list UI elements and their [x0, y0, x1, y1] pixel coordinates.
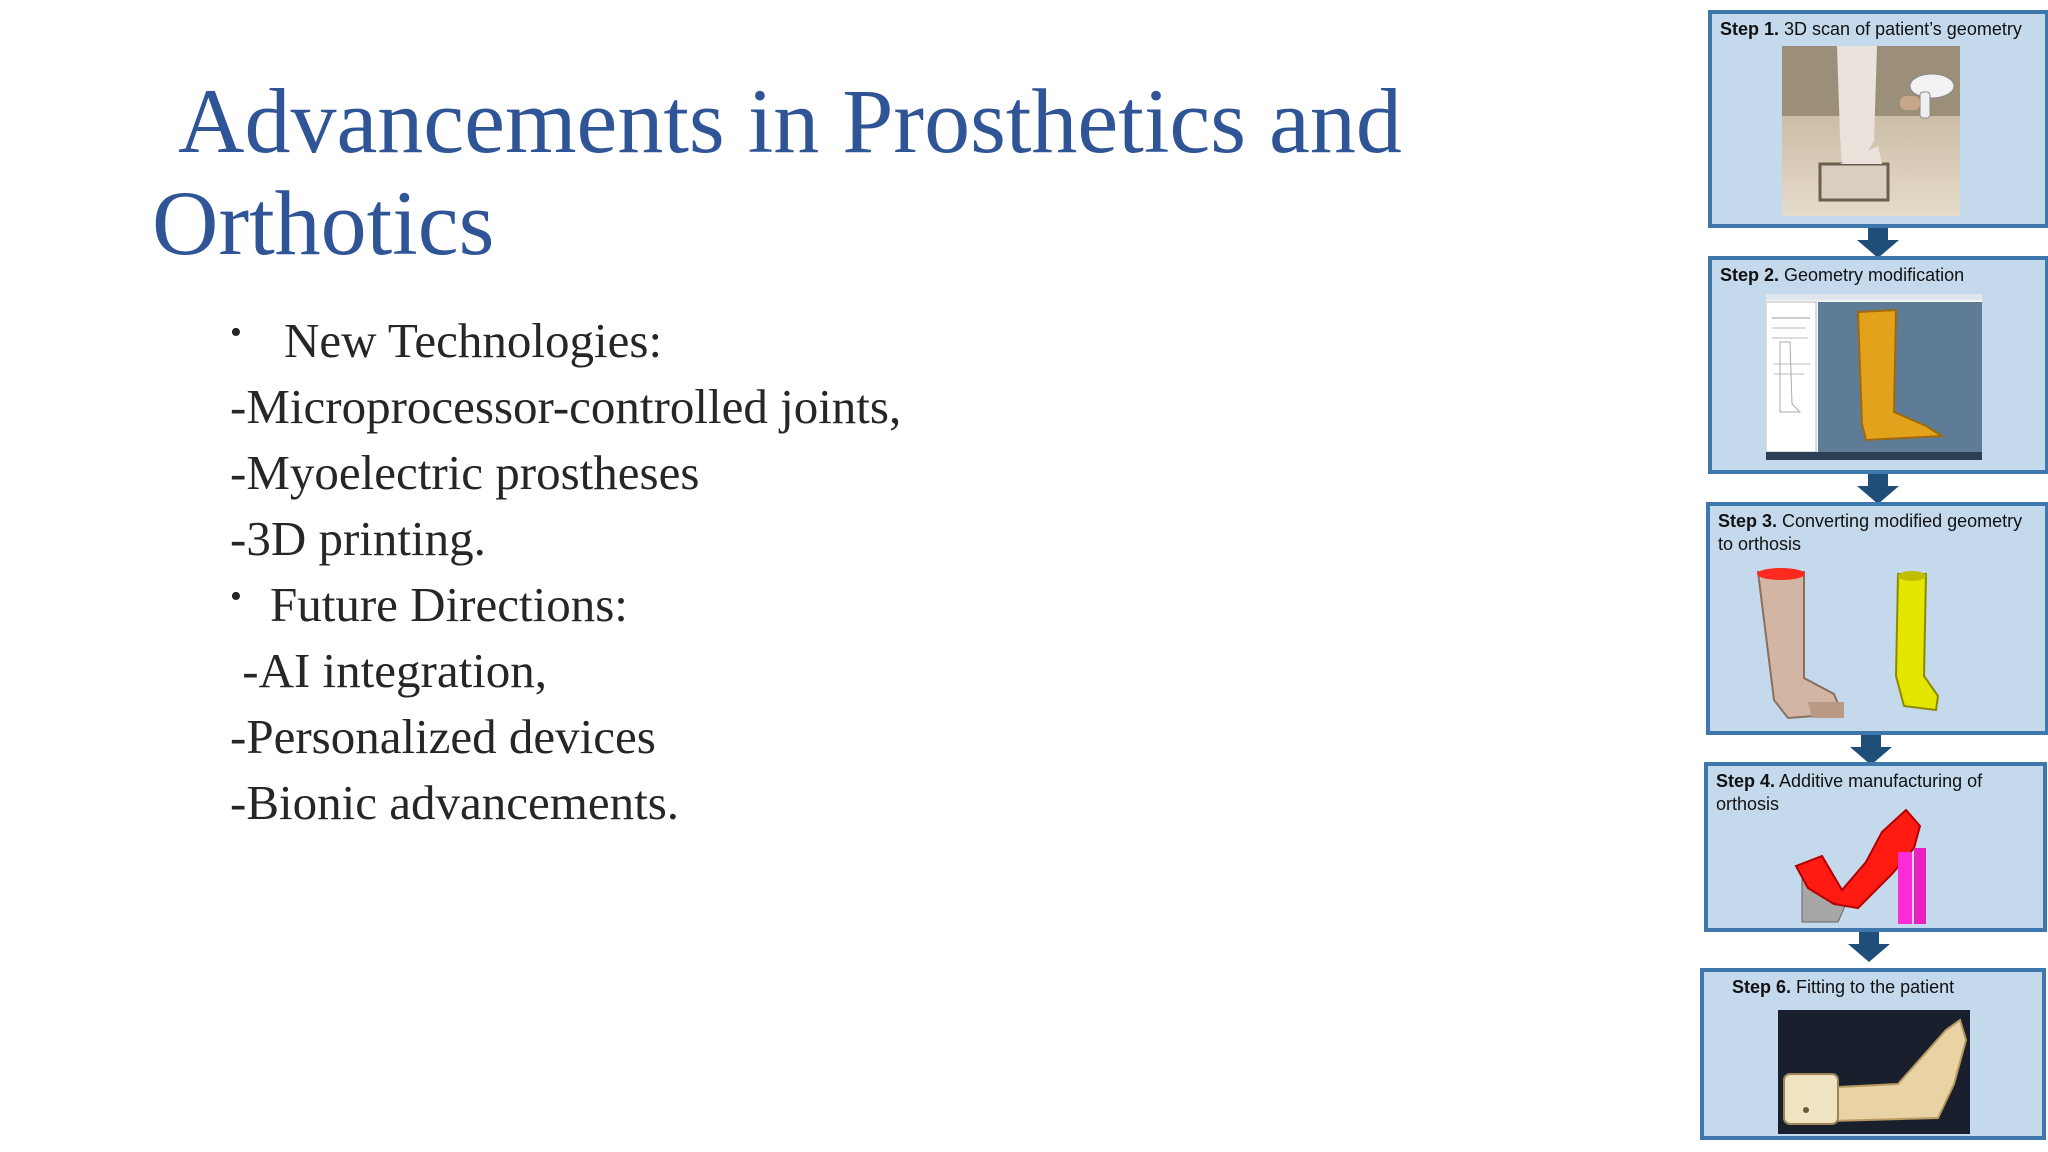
step-text: Fitting to the patient: [1791, 977, 1955, 997]
list-item-text: Future Directions:: [270, 577, 628, 632]
scan-photo-image: [1782, 46, 1960, 216]
step-caption: [1720, 264, 2039, 287]
list-item: [230, 638, 1130, 704]
step-caption: [1718, 510, 2039, 556]
step-caption: [1732, 976, 2036, 999]
step-1-box: [1708, 10, 2048, 228]
slide-title: [152, 70, 1552, 274]
list-item: [230, 374, 1130, 440]
step-number: Step 4.: [1716, 771, 1776, 791]
title-line-2: Orthotics: [152, 172, 495, 274]
step-number: Step 2.: [1720, 265, 1780, 285]
orthosis-models-image: [1754, 568, 1944, 728]
list-item-text: -AI integration,: [230, 643, 548, 698]
bullet-list: [230, 308, 1130, 836]
step-text: Converting modified geometry to orthosis: [1718, 511, 2023, 554]
step-2-box: [1708, 256, 2048, 474]
printed-orthosis-image: [1794, 804, 1944, 928]
step-caption: [1720, 18, 2039, 41]
list-item: [230, 506, 1130, 572]
list-item-text: -Microprocessor-controlled joints,: [230, 379, 902, 434]
list-item-text: -Myoelectric prostheses: [230, 445, 700, 500]
title-line-1: Advancements in Prosthetics and: [178, 70, 1402, 172]
list-item: [230, 770, 1130, 836]
step-3-box: [1706, 502, 2048, 735]
bullet-marker: •: [230, 578, 242, 615]
step-text: 3D scan of patient’s geometry: [1779, 19, 2022, 39]
list-item: [230, 572, 1130, 638]
list-item: [230, 440, 1130, 506]
list-item-text: -Personalized devices: [230, 709, 656, 764]
step-6-box: [1700, 968, 2046, 1140]
cad-software-image: [1766, 294, 1982, 460]
list-item: [230, 704, 1130, 770]
list-item-text: -3D printing.: [230, 511, 486, 566]
step-text: Additive manufacturing of orthosis: [1716, 771, 1983, 814]
step-text: Geometry modification: [1779, 265, 1965, 285]
list-item-text: -Bionic advancements.: [230, 775, 680, 830]
process-flow: [1680, 0, 2048, 1152]
step-number: Step 6.: [1732, 977, 1792, 997]
bullet-marker: •: [230, 314, 242, 351]
patient-fitting-image: [1778, 1010, 1970, 1134]
step-4-box: [1704, 762, 2047, 932]
step-number: Step 1.: [1720, 19, 1780, 39]
step-number: Step 3.: [1718, 511, 1778, 531]
list-item: [230, 308, 1130, 374]
list-item-text: New Technologies:: [284, 313, 663, 368]
